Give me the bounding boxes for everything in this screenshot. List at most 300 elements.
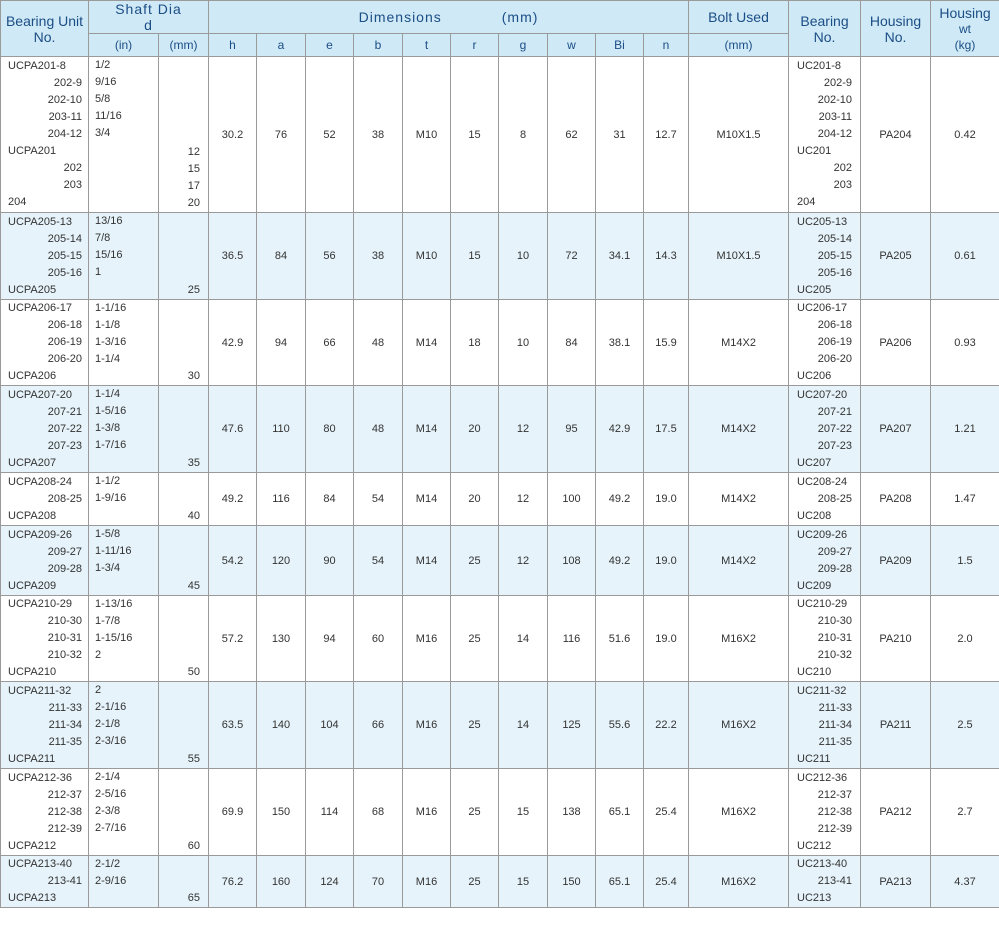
bearing-no-list-item: 202-9: [823, 77, 853, 89]
dim-e: 90: [306, 526, 354, 596]
dim-b: 38: [354, 213, 403, 300]
bearing-unit-list-item: 206-19: [47, 336, 82, 348]
dim-r: 25: [451, 769, 499, 856]
dim-r: 25: [451, 596, 499, 682]
shaft-inch-list: [89, 386, 159, 473]
table-row: [1, 526, 999, 596]
bearing-unit-list-item: 209-28: [47, 562, 82, 575]
dim-h: 36.5: [209, 213, 257, 300]
dim-r: 25: [451, 682, 499, 769]
bearing-unit-list-item: UCPA213-40: [8, 858, 72, 870]
dim-t: M10: [403, 213, 451, 300]
bearing-unit-list-item: UCPA208: [8, 509, 57, 522]
bearing-no-list-item: UC211: [797, 752, 831, 765]
header-in: (in): [89, 34, 159, 57]
bearing-no-list-item: 202-10: [817, 94, 853, 106]
dim-h: 42.9: [209, 300, 257, 386]
shaft-mm-value: 55: [187, 753, 200, 765]
shaft-inch-list-item: 2: [95, 649, 102, 661]
dim-bi: 31: [596, 57, 644, 213]
dim-a: 116: [257, 473, 306, 526]
dim-g: 12: [499, 386, 548, 473]
table-body: [1, 57, 999, 908]
shaft-inch-list: [89, 769, 159, 856]
shaft-inch-list-item: 2-7/16: [95, 822, 127, 834]
dim-w: 108: [548, 526, 596, 596]
bearing-no-list-item: UC201-8: [797, 60, 842, 72]
bearing-no-list-item: UC208-24: [797, 475, 848, 488]
shaft-mm-cell: [159, 57, 209, 213]
dim-w: 125: [548, 682, 596, 769]
dim-b: 60: [354, 596, 403, 682]
bearing-unit-list: [1, 57, 89, 213]
bearing-unit-list-item: 210-31: [47, 632, 82, 644]
shaft-inch-list-item: 2-1/16: [95, 701, 127, 713]
dim-r: 20: [451, 473, 499, 526]
dim-e: 104: [306, 682, 354, 769]
bearing-no-list: [789, 596, 861, 682]
bearing-unit-list-item: UCPA213: [8, 892, 57, 904]
bearing-unit-list-item: 203-11: [48, 111, 82, 123]
header-dimensions-label: Dimensions: [358, 9, 442, 25]
shaft-inch-list-item: 1-7/16: [95, 439, 127, 451]
housing-no: PA207: [861, 386, 931, 473]
bearing-no-list-item: 207-23: [817, 439, 853, 452]
bearing-unit-list: [1, 682, 89, 769]
dim-n: 22.2: [644, 682, 689, 769]
bearing-unit-list-item: UCPA207-20: [8, 388, 72, 401]
housing-wt: 4.37: [931, 856, 999, 908]
dim-bi: 55.6: [596, 682, 644, 769]
shaft-mm-value: 15: [187, 163, 200, 175]
housing-no: PA211: [861, 682, 931, 769]
shaft-inch-list: [89, 213, 159, 300]
bearing-no-list-item: 205-15: [817, 249, 853, 262]
shaft-inch-list: [89, 300, 159, 386]
bearing-unit-list-item: 206-20: [47, 353, 82, 365]
bearing-no-list-item: 211-35: [818, 735, 853, 748]
header-housing-wt-1: Housing: [939, 4, 991, 21]
dim-t: M14: [403, 526, 451, 596]
shaft-inch-list-item: 15/16: [95, 249, 123, 261]
bearing-unit-list-item: 202: [63, 162, 82, 174]
shaft-mm-value: 60: [187, 840, 200, 852]
shaft-inch-list-item: 7/8: [95, 232, 111, 244]
header-bolt-mm: (mm): [689, 34, 789, 57]
bearing-no-list-item: UC205: [797, 283, 832, 296]
shaft-mm-cell: [159, 386, 209, 473]
shaft-inch-list-item: 11/16: [95, 110, 122, 122]
dim-a: 150: [257, 769, 306, 856]
dim-r: 25: [451, 526, 499, 596]
dim-e: 80: [306, 386, 354, 473]
shaft-inch-list-item: 1-5/16: [95, 405, 127, 417]
bearing-no-list-item: 205-16: [817, 266, 853, 279]
bearing-unit-list-item: 212-38: [47, 805, 82, 818]
bearing-unit-list-item: 210-32: [47, 649, 82, 661]
bearing-unit-list-item: 202-10: [47, 94, 82, 106]
dim-h: 47.6: [209, 386, 257, 473]
table-row: [1, 473, 999, 526]
bearing-no-list-item: UC213: [797, 892, 832, 904]
header-t: t: [403, 34, 451, 57]
header-bi: Bi: [596, 34, 644, 57]
shaft-inch-list-item: 1-3/4: [95, 562, 121, 574]
dim-w: 138: [548, 769, 596, 856]
bearing-no-list: [789, 526, 861, 596]
housing-no: PA204: [861, 57, 931, 213]
dim-b: 54: [354, 473, 403, 526]
shaft-inch-list: [89, 856, 159, 908]
bearing-no-list-item: UC210-29: [797, 598, 848, 610]
bearing-no-list-item: 211-34: [818, 718, 853, 731]
dim-bi: 38.1: [596, 300, 644, 386]
dim-t: M10: [403, 57, 451, 213]
housing-wt: 2.7: [931, 769, 999, 856]
dim-g: 12: [499, 526, 548, 596]
bearing-unit-list-item: UCPA211: [8, 752, 56, 765]
dim-r: 20: [451, 386, 499, 473]
bearing-no-list-item: 210-31: [817, 632, 853, 644]
header-shaft-dia-label: Shaft Dia: [115, 1, 182, 17]
bearing-no-list-item: UC207-20: [797, 388, 848, 401]
bearing-no-list-item: 210-32: [817, 649, 853, 661]
shaft-mm-cell: [159, 300, 209, 386]
dim-bi: 65.1: [596, 769, 644, 856]
bearing-no-list: [789, 57, 861, 213]
dim-bi: 34.1: [596, 213, 644, 300]
dim-bi: 51.6: [596, 596, 644, 682]
bearing-unit-list-item: 211-35: [48, 735, 82, 748]
dim-g: 14: [499, 596, 548, 682]
dim-b: 54: [354, 526, 403, 596]
shaft-mm-cell: [159, 473, 209, 526]
header-g: g: [499, 34, 548, 57]
shaft-inch-list-item: 1/2: [95, 59, 111, 71]
dim-bolt: M16X2: [689, 856, 789, 908]
bearing-no-list-item: UC209: [797, 579, 832, 592]
dim-r: 15: [451, 57, 499, 213]
bearing-unit-list-item: UCPA208-24: [8, 475, 72, 488]
bearing-unit-list-item: 207-23: [47, 439, 82, 452]
bearing-unit-list: [1, 213, 89, 300]
housing-wt: 1.47: [931, 473, 999, 526]
shaft-inch-list-item: 2-9/16: [95, 875, 127, 887]
housing-wt: 2.5: [931, 682, 999, 769]
table-row: [1, 596, 999, 682]
dim-t: M16: [403, 596, 451, 682]
dim-bolt: M14X2: [689, 526, 789, 596]
dim-w: 84: [548, 300, 596, 386]
dim-h: 30.2: [209, 57, 257, 213]
housing-no: PA205: [861, 213, 931, 300]
dim-t: M16: [403, 856, 451, 908]
dim-t: M14: [403, 300, 451, 386]
housing-no: PA212: [861, 769, 931, 856]
dim-bolt: M14X2: [689, 386, 789, 473]
bearing-unit-list-item: 207-22: [47, 422, 82, 435]
bearing-unit-list-item: 211-33: [48, 701, 82, 714]
dim-t: M16: [403, 682, 451, 769]
bearing-unit-list: [1, 769, 89, 856]
dim-bolt: M16X2: [689, 769, 789, 856]
dim-b: 66: [354, 682, 403, 769]
header-e: e: [306, 34, 354, 57]
bearing-no-list-item: 213-41: [817, 875, 853, 887]
shaft-mm-value: 50: [187, 666, 200, 678]
bearing-no-list-item: 202: [833, 162, 853, 174]
bearing-no-list-item: UC212-36: [797, 771, 848, 784]
dim-n: 25.4: [644, 769, 689, 856]
dim-t: M14: [403, 473, 451, 526]
header-a: a: [257, 34, 306, 57]
dim-t: M16: [403, 769, 451, 856]
bearing-no-list-item: 208-25: [817, 492, 853, 505]
dim-e: 84: [306, 473, 354, 526]
dim-h: 76.2: [209, 856, 257, 908]
housing-wt: 0.93: [931, 300, 999, 386]
bearing-unit-list: [1, 856, 89, 908]
bearing-no-list-item: 206-20: [817, 353, 853, 365]
shaft-mm-cell: [159, 682, 209, 769]
bearing-unit-list-item: 207-21: [47, 405, 82, 418]
bearing-no-list: [789, 213, 861, 300]
dim-w: 95: [548, 386, 596, 473]
dim-a: 140: [257, 682, 306, 769]
bearing-unit-list-item: UCPA206: [8, 370, 57, 382]
housing-wt: 0.42: [931, 57, 999, 213]
shaft-inch-list-item: 1-13/16: [95, 598, 133, 610]
dim-e: 52: [306, 57, 354, 213]
shaft-inch-list-item: 2-3/16: [95, 735, 127, 747]
table-header: [1, 1, 999, 57]
bearing-unit-list: [1, 386, 89, 473]
shaft-mm-cell: [159, 856, 209, 908]
bearing-no-list-item: 203-11: [818, 111, 853, 123]
shaft-inch-list-item: 1-5/8: [95, 528, 121, 540]
dim-n: 15.9: [644, 300, 689, 386]
dim-r: 15: [451, 213, 499, 300]
dim-a: 84: [257, 213, 306, 300]
housing-no: PA210: [861, 596, 931, 682]
shaft-inch-list-item: 2-1/8: [95, 718, 121, 730]
dim-n: 17.5: [644, 386, 689, 473]
shaft-inch-list-item: 1-1/2: [95, 475, 121, 487]
bearing-no-list-item: 207-21: [817, 405, 853, 418]
dim-g: 10: [499, 213, 548, 300]
dim-w: 62: [548, 57, 596, 213]
bearing-unit-list-item: 203: [63, 179, 82, 191]
table-row: [1, 213, 999, 300]
shaft-inch-list: [89, 473, 159, 526]
header-n: n: [644, 34, 689, 57]
dim-a: 130: [257, 596, 306, 682]
dim-bolt: M10X1.5: [689, 213, 789, 300]
dim-b: 38: [354, 57, 403, 213]
dim-w: 100: [548, 473, 596, 526]
bearing-unit-list-item: 204-12: [47, 128, 82, 140]
shaft-inch-list: [89, 526, 159, 596]
bearing-unit-list-item: UCPA201-8: [8, 60, 66, 72]
dim-bolt: M14X2: [689, 300, 789, 386]
housing-wt: 1.5: [931, 526, 999, 596]
bearing-no-list-item: 203: [833, 179, 853, 191]
dim-bolt: M10X1.5: [689, 57, 789, 213]
dim-n: 12.7: [644, 57, 689, 213]
dim-a: 120: [257, 526, 306, 596]
bearing-unit-list-item: 206-18: [47, 319, 82, 331]
shaft-inch-list-item: 1-1/4: [95, 388, 121, 400]
bearing-unit-list-item: 210-30: [47, 615, 82, 627]
header-shaft-d: d: [144, 17, 153, 33]
shaft-inch-list-item: 1-1/8: [95, 319, 121, 331]
header-mm: (mm): [159, 34, 209, 57]
shaft-inch-list-item: 13/16: [95, 215, 123, 227]
shaft-mm-value: 20: [187, 197, 200, 209]
dim-r: 25: [451, 856, 499, 908]
dim-bolt: M16X2: [689, 682, 789, 769]
table-row: [1, 57, 999, 213]
shaft-mm-cell: [159, 769, 209, 856]
bearing-no-list-item: UC201: [797, 145, 832, 157]
shaft-inch-list-item: 1-15/16: [95, 632, 133, 644]
bearing-unit-list: [1, 596, 89, 682]
dim-e: 124: [306, 856, 354, 908]
bearing-no-list-item: UC206: [797, 370, 832, 382]
dim-n: 14.3: [644, 213, 689, 300]
shaft-mm-value: 17: [187, 180, 200, 192]
header-housing-no: Housing No.: [861, 1, 931, 57]
header-dimensions: [209, 1, 689, 34]
dim-n: 19.0: [644, 596, 689, 682]
bearing-unit-list-item: UCPA212-36: [8, 771, 72, 784]
bearing-no-list: [789, 769, 861, 856]
header-shaft-dia: [89, 1, 209, 34]
shaft-mm-cell: [159, 596, 209, 682]
dim-e: 66: [306, 300, 354, 386]
dim-e: 94: [306, 596, 354, 682]
shaft-inch-list-item: 2-1/2: [95, 858, 121, 870]
bearing-unit-list: [1, 526, 89, 596]
dim-a: 94: [257, 300, 306, 386]
dim-a: 160: [257, 856, 306, 908]
bearing-no-list-item: 204: [797, 196, 816, 208]
bearing-unit-list-item: UCPA205: [8, 283, 57, 296]
bearing-unit-list-item: 213-41: [47, 875, 82, 887]
bearing-unit-list-item: 209-27: [47, 545, 82, 558]
dim-g: 8: [499, 57, 548, 213]
dim-n: 19.0: [644, 526, 689, 596]
housing-no: PA206: [861, 300, 931, 386]
dim-bolt: M16X2: [689, 596, 789, 682]
shaft-inch-list-item: 1-1/4: [95, 353, 121, 365]
bearing-unit-list-item: 212-37: [47, 788, 82, 801]
dim-w: 116: [548, 596, 596, 682]
dim-g: 10: [499, 300, 548, 386]
shaft-inch-list-item: 9/16: [95, 76, 117, 88]
shaft-mm-value: 12: [187, 146, 200, 158]
bearing-unit-list-item: 205-15: [47, 249, 82, 262]
bearing-unit-list-item: 204: [8, 196, 27, 208]
bearing-unit-list-item: UCPA206-17: [8, 302, 72, 314]
dim-r: 18: [451, 300, 499, 386]
bearing-no-list-item: UC209-26: [797, 528, 848, 541]
shaft-mm-value: 35: [187, 457, 200, 469]
dim-a: 76: [257, 57, 306, 213]
housing-wt: 2.0: [931, 596, 999, 682]
housing-no: PA208: [861, 473, 931, 526]
bearing-no-list: [789, 682, 861, 769]
dim-bi: 49.2: [596, 526, 644, 596]
dim-b: 70: [354, 856, 403, 908]
shaft-mm-value: 45: [187, 580, 200, 592]
bearing-no-list-item: 211-33: [818, 701, 853, 714]
housing-wt: 1.21: [931, 386, 999, 473]
bearing-unit-list-item: 205-16: [47, 266, 82, 279]
header-bearing-no: Bearing No.: [789, 1, 861, 57]
shaft-inch-list: [89, 596, 159, 682]
dim-g: 12: [499, 473, 548, 526]
shaft-inch-list-item: 1-9/16: [95, 492, 127, 504]
header-b: b: [354, 34, 403, 57]
shaft-mm-value: 30: [187, 370, 200, 382]
dim-n: 19.0: [644, 473, 689, 526]
shaft-inch-list-item: 1-11/16: [95, 545, 132, 557]
shaft-inch-list-item: 1-7/8: [95, 615, 121, 627]
bearing-no-list: [789, 473, 861, 526]
header-h: h: [209, 34, 257, 57]
bearing-unit-list-item: UCPA205-13: [8, 215, 72, 228]
bearing-unit-list: [1, 473, 89, 526]
header-housing-wt-2: wt: [959, 21, 972, 36]
shaft-inch-list-item: 2-1/4: [95, 771, 121, 783]
header-r: r: [451, 34, 499, 57]
shaft-inch-list-item: 1-3/16: [95, 336, 127, 348]
header-bolt-used: Bolt Used: [689, 1, 789, 34]
header-housing-wt-3: (kg): [954, 37, 976, 52]
bearing-unit-list-item: 212-39: [47, 822, 82, 835]
dim-bi: 49.2: [596, 473, 644, 526]
bearing-no-list-item: 206-19: [817, 336, 853, 348]
table-row: [1, 682, 999, 769]
table-row: [1, 769, 999, 856]
dim-w: 72: [548, 213, 596, 300]
header-dimensions-unit: (mm): [501, 9, 539, 25]
bearing-unit-list-item: 211-34: [48, 718, 82, 731]
bearing-no-list-item: 212-37: [817, 788, 853, 801]
bearing-no-list-item: 206-18: [817, 319, 853, 331]
dim-b: 48: [354, 300, 403, 386]
dim-bolt: M14X2: [689, 473, 789, 526]
dim-g: 15: [499, 856, 548, 908]
dim-h: 49.2: [209, 473, 257, 526]
dim-bi: 42.9: [596, 386, 644, 473]
shaft-inch-list: [89, 682, 159, 769]
dim-bi: 65.1: [596, 856, 644, 908]
dim-e: 114: [306, 769, 354, 856]
housing-no: PA213: [861, 856, 931, 908]
bearing-no-list-item: 205-14: [817, 232, 853, 245]
bearing-no-list-item: 204-12: [817, 128, 853, 140]
dim-h: 57.2: [209, 596, 257, 682]
bearing-no-list-item: 212-39: [817, 822, 853, 835]
bearing-no-list-item: UC207: [797, 456, 832, 469]
bearing-no-list-item: UC205-13: [797, 215, 848, 228]
shaft-mm-cell: [159, 213, 209, 300]
bearing-unit-list-item: 202-9: [53, 77, 82, 89]
header-bearing-unit-no: Bearing Unit No.: [1, 1, 89, 57]
dim-e: 56: [306, 213, 354, 300]
